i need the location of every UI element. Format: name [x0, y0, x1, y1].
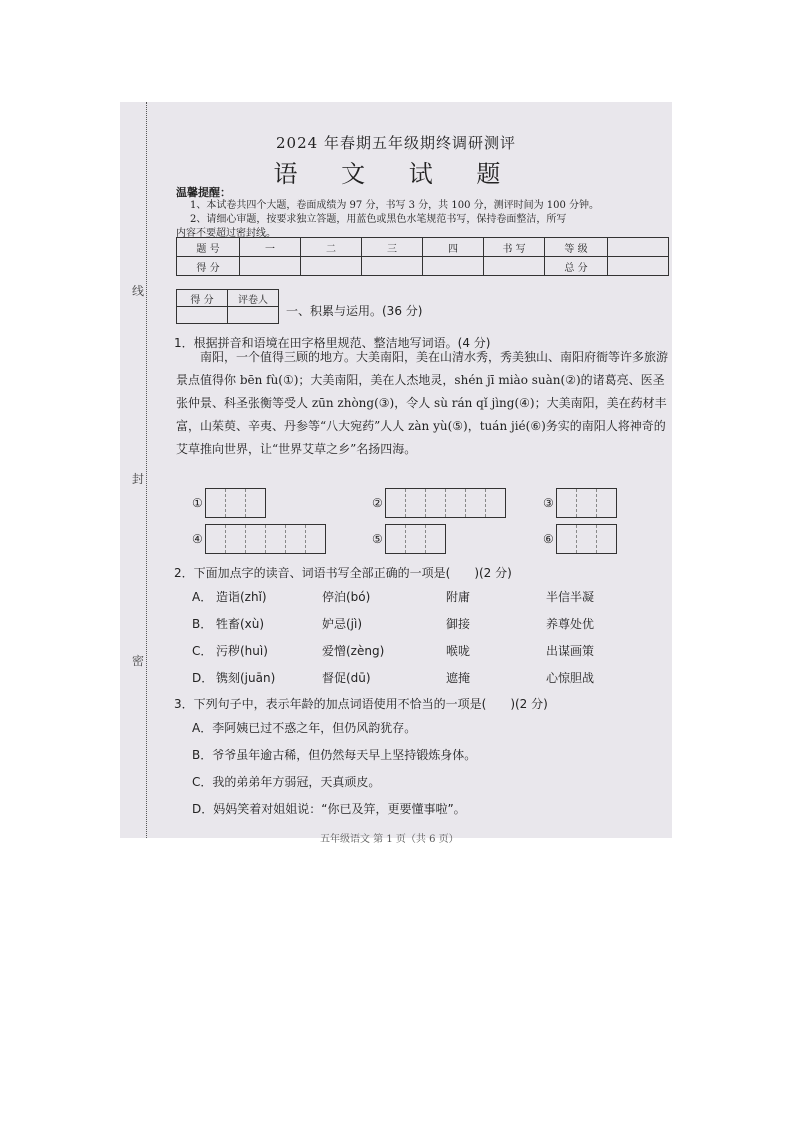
- option-word: 牲畜(xù): [216, 617, 265, 631]
- box-label: ④: [192, 532, 203, 546]
- option-word: 喉咙: [446, 644, 471, 658]
- score-cell: [240, 257, 301, 276]
- binding-line: [146, 102, 147, 838]
- score-cell: 等 级: [545, 238, 608, 257]
- option-word: 半信半凝: [546, 590, 595, 604]
- option-word: 御接: [446, 617, 471, 631]
- reminder-label: 温馨提醒：: [176, 186, 231, 199]
- score-cell: [362, 257, 423, 276]
- binding-char-mid: 封: [132, 472, 145, 486]
- option-word: 停泊(bó): [322, 590, 371, 604]
- grader-box: [176, 289, 279, 324]
- score-cell: [608, 238, 669, 257]
- option-word: 造诣(zhǐ): [216, 590, 267, 604]
- tianzige-grid[interactable]: [205, 488, 266, 518]
- option-word: 爱憎(zèng): [322, 644, 385, 658]
- tianzige-grid[interactable]: [556, 488, 617, 518]
- question-3-option-c: C．我的弟弟年方弱冠，天真顽皮。: [192, 775, 381, 789]
- option-letter: D．: [192, 671, 214, 685]
- answer-box-1[interactable]: [192, 488, 266, 518]
- reminder-line-1: 1、本试卷共四个大题，卷面成绩为 97 分，书写 3 分，共 100 分，测评时间为 100 分钟。: [190, 200, 600, 211]
- grader-name-field: [228, 307, 279, 324]
- binding-char-low: 密: [132, 654, 145, 668]
- question-1-prompt: 1．根据拼音和语境在田字格里规范、整洁地写词语。(4 分): [174, 336, 491, 350]
- score-cell: 二: [301, 238, 362, 257]
- tianzige-grid[interactable]: [385, 524, 446, 554]
- question-3-option-d: D．妈妈笑着对姐姐说：“你已及笄，更要懂事啦”。: [192, 802, 466, 816]
- option-word: 污秽(huì): [216, 644, 268, 658]
- page-footer: 五年级语文 第 1 页（共 6 页）: [320, 834, 459, 845]
- exam-photo: [120, 102, 672, 845]
- score-cell: 三: [362, 238, 423, 257]
- score-table-row-score: [177, 257, 669, 276]
- section-1-heading: 一、积累与运用。(36 分): [286, 304, 423, 318]
- box-label: ⑤: [372, 532, 383, 546]
- tianzige-grid[interactable]: [556, 524, 617, 554]
- option-word: 养尊处优: [546, 617, 595, 631]
- option-word: 遮掩: [446, 671, 471, 685]
- tianzige-grid[interactable]: [385, 488, 506, 518]
- exam-title: 2024 年春期五年级期终调研测评: [276, 134, 516, 152]
- box-label: ②: [372, 496, 383, 510]
- score-table-row-header: [177, 238, 669, 257]
- option-letter: C．: [192, 644, 213, 658]
- option-letter: A．: [192, 590, 213, 604]
- question-3-option-a: A．李阿姨已过不惑之年，但仍风韵犹存。: [192, 721, 417, 735]
- score-cell: [301, 257, 362, 276]
- answer-box-4[interactable]: [192, 524, 326, 554]
- option-word: 镌刻(juān): [216, 671, 276, 685]
- option-letter: B．: [192, 617, 213, 631]
- question-2-prompt: 2．下面加点字的读音、词语书写全部正确的一项是( )(2 分): [174, 566, 512, 580]
- box-label: ⑥: [543, 532, 554, 546]
- question-1-passage: [176, 346, 668, 461]
- question-3-option-b: B．爷爷虽年逾古稀，但仍然每天早上坚持锻炼身体。: [192, 748, 477, 762]
- reminder-line-3: 内容不要超过密封线。: [176, 228, 276, 239]
- passage-text: 南阳，一个值得三顾的地方。大美南阳，美在山清水秀，秀美独山、南阳府衙等许多旅游景点值得你 bēn fù(①)；大美南阳，美在人杰地灵，shén jī miào suàn(②)的诸葛亮、医圣张仲景、科圣张衡等受人 zūn zhòng(③)，令人 sù rán qǐ jìng(④)；大美南阳，美在药材丰富，山茱萸、辛夷、丹参等“八大宛药”人人 zàn yù(⑤)，tuán jié(⑥)务实的南阳人将神奇的艾草推向世界，让“世界艾草之乡”名扬四海。: [176, 350, 669, 456]
- answer-box-2[interactable]: [372, 488, 506, 518]
- score-cell: 得 分: [177, 257, 240, 276]
- option-word: 心惊胆战: [546, 671, 595, 685]
- exam-subtitle: 语 文 试 题: [273, 160, 519, 188]
- tianzige-grid[interactable]: [205, 524, 326, 554]
- reminder-line-2: 2、请细心审题，按要求独立答题，用蓝色或黑色水笔规范书写，保持卷面整洁，所写: [190, 214, 567, 225]
- score-cell: [423, 257, 484, 276]
- score-cell: 四: [423, 238, 484, 257]
- option-word: 出谋画策: [546, 644, 595, 658]
- grader-score-field: [177, 307, 228, 324]
- option-word: 妒忌(jì): [322, 617, 363, 631]
- score-cell: [608, 257, 669, 276]
- question-3-prompt: 3．下列句子中，表示年龄的加点词语使用不恰当的一项是( )(2 分): [174, 697, 548, 711]
- grader-name-label: 评卷人: [228, 290, 279, 307]
- score-cell: 总 分: [545, 257, 608, 276]
- grader-score-label: 得 分: [177, 290, 228, 307]
- answer-box-3[interactable]: [543, 488, 617, 518]
- box-label: ③: [543, 496, 554, 510]
- score-table: [176, 237, 669, 276]
- binding-char-top: 线: [132, 284, 145, 298]
- option-word: 督促(dū): [322, 671, 371, 685]
- answer-box-5[interactable]: [372, 524, 446, 554]
- score-cell: [484, 257, 545, 276]
- box-label: ①: [192, 496, 203, 510]
- score-cell: 一: [240, 238, 301, 257]
- score-cell: 题 号: [177, 238, 240, 257]
- answer-box-6[interactable]: [543, 524, 617, 554]
- option-word: 附庸: [446, 590, 471, 604]
- score-cell: 书 写: [484, 238, 545, 257]
